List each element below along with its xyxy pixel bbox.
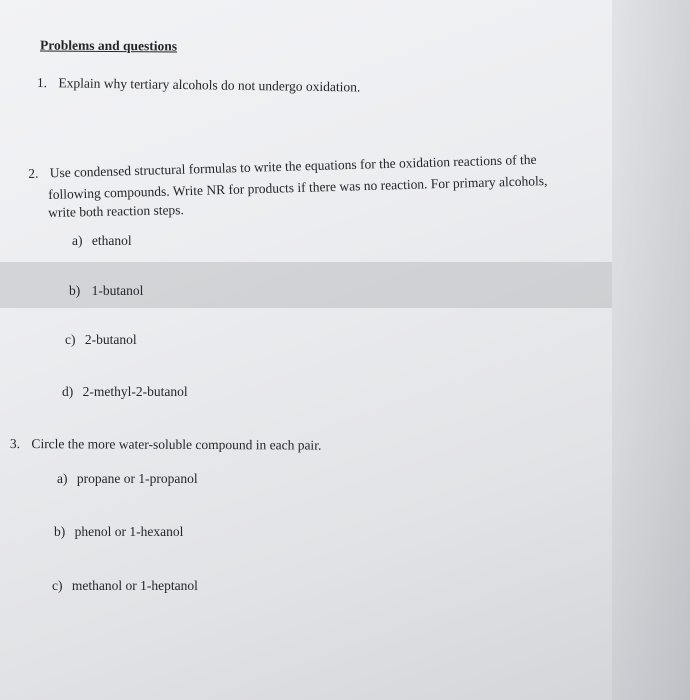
question-2-part-a	[72, 233, 132, 249]
part-label: a)	[57, 471, 68, 486]
section-title: Problems and questions	[39, 37, 178, 54]
part-label: d)	[62, 384, 74, 399]
part-label: c)	[52, 578, 63, 593]
part-text: 1-butanol	[91, 283, 144, 298]
question-2-line-2: following compounds. Write NR for products if there was no reaction. For primary alcohols,	[48, 173, 548, 202]
part-label: b)	[54, 524, 66, 539]
part-text: 2-methyl-2-butanol	[82, 384, 188, 399]
part-text: phenol or 1-hexanol	[74, 524, 184, 539]
part-label: b)	[69, 283, 81, 298]
question-3-part-c	[52, 578, 198, 594]
question-2-number: 2.	[28, 165, 39, 181]
question-3-number: 3.	[9, 436, 21, 452]
question-1-number: 1.	[36, 75, 48, 91]
question-1-text: Explain why tertiary alcohols do not undergo oxidation.	[58, 75, 361, 95]
question-2-part-b	[69, 283, 143, 299]
question-3-text: Circle the more water-soluble compound in each pair.	[31, 436, 322, 453]
question-3-part-b	[54, 524, 183, 540]
part-label: c)	[65, 332, 76, 347]
question-2-part-c	[65, 332, 137, 348]
paper-edge-shadow	[612, 0, 690, 700]
part-text: 2-butanol	[84, 332, 137, 347]
question-2-line-3: write both reaction steps.	[48, 202, 185, 220]
part-text: methanol or 1-heptanol	[71, 578, 198, 593]
part-label: a)	[72, 233, 83, 248]
question-3-part-a	[57, 471, 198, 487]
question-2-line-1: Use condensed structural formulas to write the equations for the oxidation reactions of the	[49, 151, 537, 181]
part-text: ethanol	[91, 233, 132, 248]
question-3	[10, 436, 321, 454]
question-2-part-d	[62, 384, 188, 400]
part-text: propane or 1-propanol	[76, 471, 198, 486]
